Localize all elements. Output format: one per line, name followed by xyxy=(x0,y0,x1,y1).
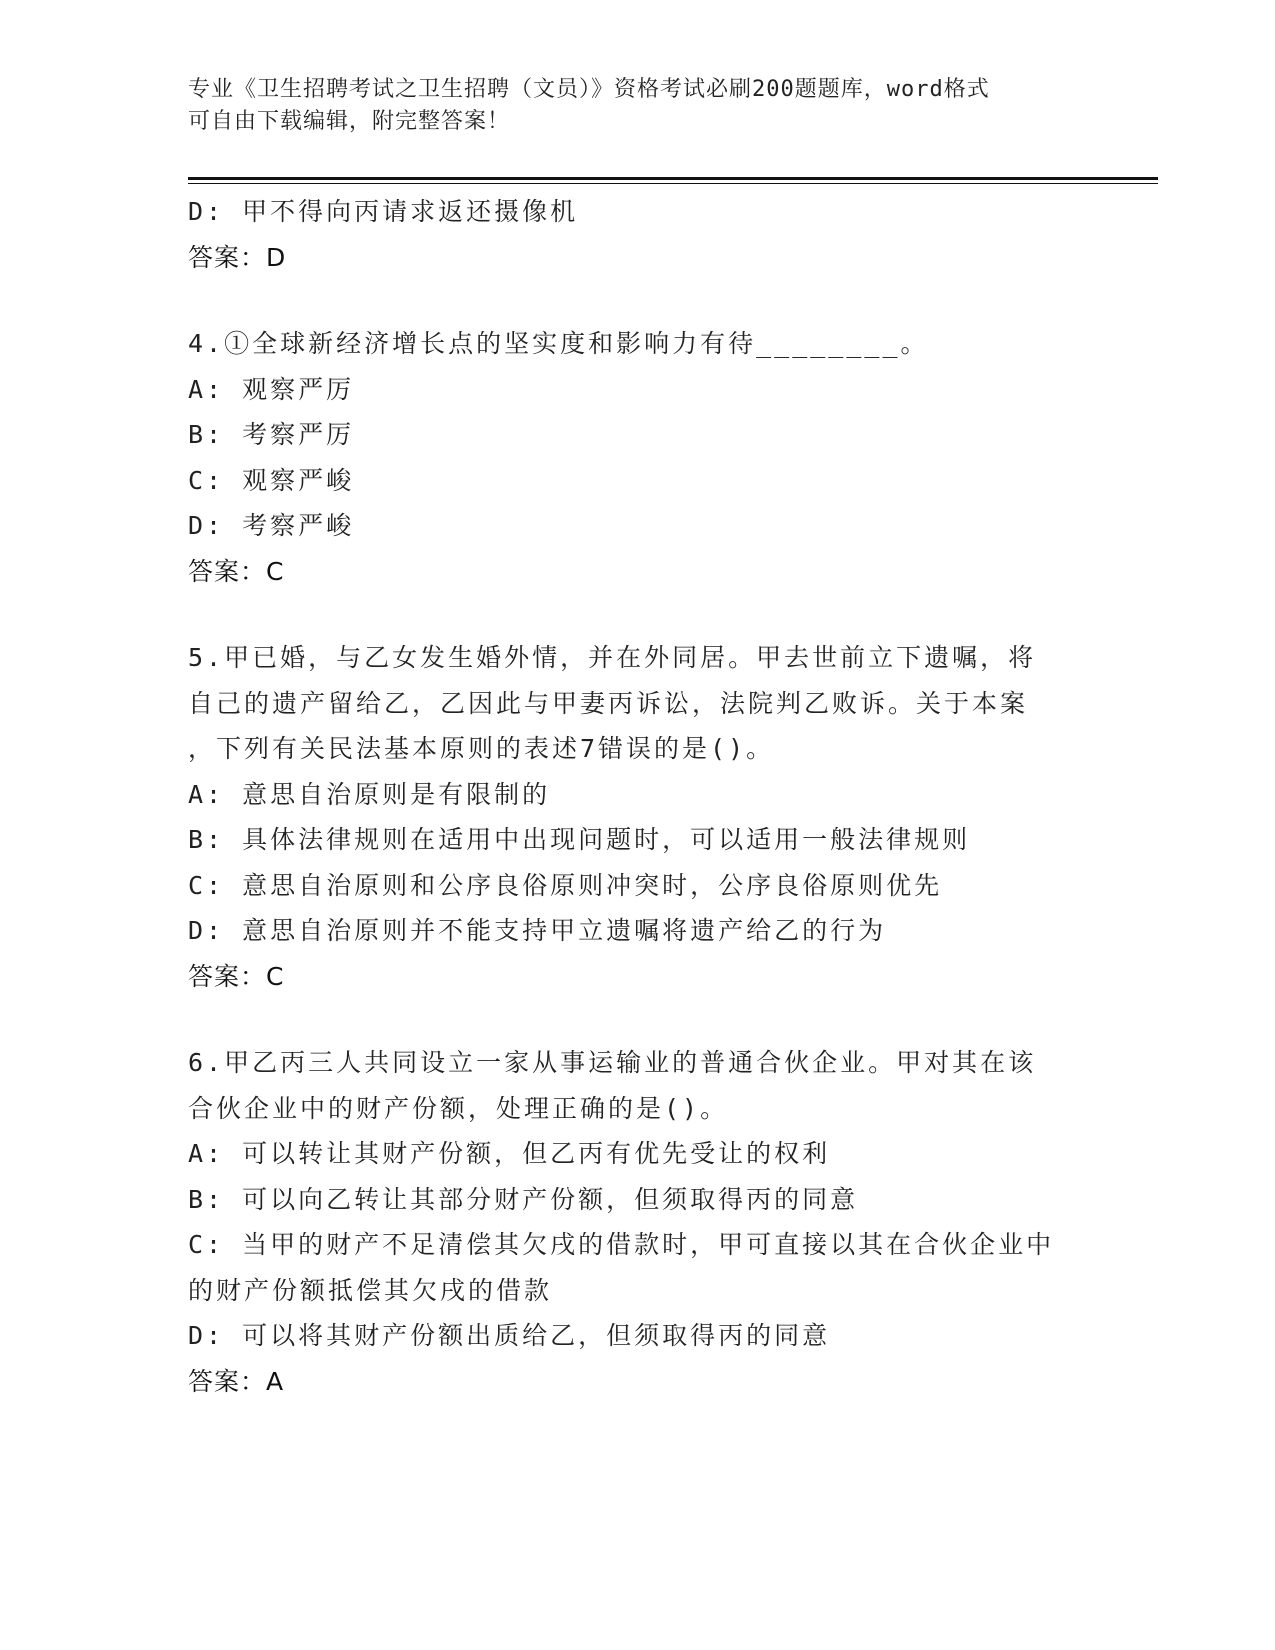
spacer xyxy=(188,280,1088,321)
question-stem-line-1: 6.甲乙丙三人共同设立一家从事运输业的普通合伙企业。甲对其在该 xyxy=(188,1048,1037,1077)
answer-line: 答案：C xyxy=(188,556,285,586)
option-b: B: 考察严厉 xyxy=(188,420,355,449)
option-d: D: 甲不得向丙请求返还摄像机 xyxy=(188,197,579,226)
question-stem-line-1: 5.甲已婚，与乙女发生婚外情，并在外同居。甲去世前立下遗嘱，将 xyxy=(188,643,1037,672)
header-divider-thick xyxy=(188,177,1158,180)
question-stem-line-3: ，下列有关民法基本原则的表述7错误的是()。 xyxy=(188,734,775,763)
spacer xyxy=(188,999,1088,1040)
option-d: D: 考察严峻 xyxy=(188,511,355,540)
header-line-2: 可自由下载编辑，附完整答案！ xyxy=(188,109,511,134)
option-a: A: 意思自治原则是有限制的 xyxy=(188,779,551,809)
question-stem-line-2: 合伙企业中的财产份额，处理正确的是()。 xyxy=(188,1093,729,1123)
spacer xyxy=(188,594,1088,635)
question-4 xyxy=(188,321,1088,594)
option-c-line-2: 的财产份额抵偿其欠戌的借款 xyxy=(188,1275,553,1305)
question-stem: 4.①全球新经济增长点的坚实度和影响力有待________。 xyxy=(188,329,929,358)
answer-line: 答案：C xyxy=(188,961,285,991)
question-stem-line-2: 自己的遗产留给乙，乙因此与甲妻丙诉讼，法院判乙败诉。关于本案 xyxy=(188,688,1029,718)
header-line-1: 专业《卫生招聘考试之卫生招聘（文员）》资格考试必刷200题题库，word格式 xyxy=(188,77,990,102)
option-a: A: 可以转让其财产份额，但乙丙有优先受让的权利 xyxy=(188,1139,831,1168)
answer-line: 答案：A xyxy=(188,1366,285,1396)
question-3-tail xyxy=(188,189,1088,280)
option-d: D: 可以将其财产份额出质给乙，但须取得丙的同意 xyxy=(188,1321,831,1350)
option-d: D: 意思自治原则并不能支持甲立遗嘱将遗产给乙的行为 xyxy=(188,916,887,945)
question-6 xyxy=(188,1040,1088,1404)
document-header xyxy=(188,74,1088,138)
option-b: B: 可以向乙转让其部分财产份额，但须取得丙的同意 xyxy=(188,1184,859,1214)
option-c: C: 观察严峻 xyxy=(188,465,355,495)
answer-line: 答案：D xyxy=(188,242,287,272)
option-b: B: 具体法律规则在适用中出现问题时，可以适用一般法律规则 xyxy=(188,825,971,854)
option-a: A: 观察严厉 xyxy=(188,374,355,404)
option-c: C: 意思自治原则和公序良俗原则冲突时，公序良俗原则优先 xyxy=(188,870,943,900)
question-5 xyxy=(188,635,1088,999)
document-body xyxy=(188,189,1088,1404)
option-c-line-1: C: 当甲的财产不足清偿其欠戌的借款时，甲可直接以其在合伙企业中 xyxy=(188,1230,1055,1259)
header-divider-thin xyxy=(188,183,1158,184)
